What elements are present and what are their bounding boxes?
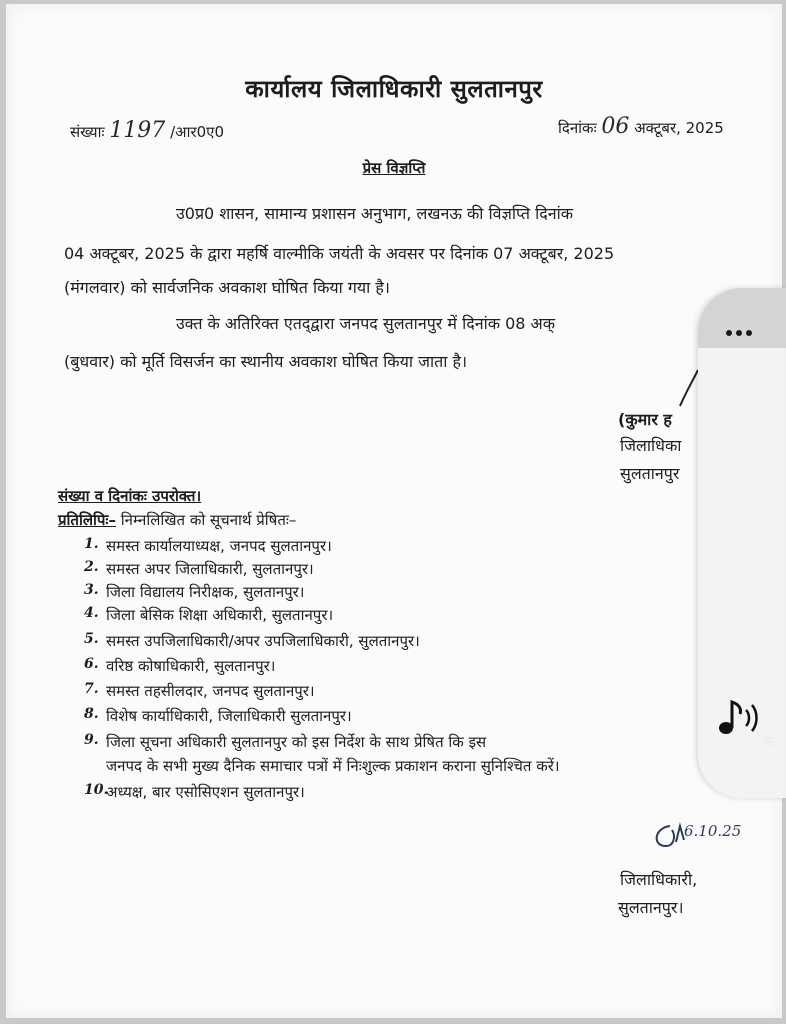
press-note-heading-text: प्रेस विज्ञप्ति <box>362 159 426 177</box>
date-rest: अक्टूबर, 2025 <box>634 119 724 137</box>
footer-place: सुलतानपुर। <box>618 898 684 917</box>
press-release-document <box>6 4 782 1018</box>
sound-wave-icon[interactable] <box>716 696 768 740</box>
press-note-heading <box>6 158 782 178</box>
list-number: 9. <box>84 732 99 748</box>
list-number: 8. <box>84 706 99 722</box>
list-number: 7. <box>84 681 99 697</box>
copy-text: निम्नलिखित को सूचनार्थ प्रेषितः– <box>115 511 297 529</box>
document-date <box>558 114 724 139</box>
list-text: समस्त अपर जिलाधिकारी, सुलतानपुर। <box>106 560 314 578</box>
copy-label: प्रतिलिपिः– <box>58 511 116 529</box>
paragraph-2-line-2: (बुधवार) को मूर्ति विसर्जन का स्थानीय अवकाश घोषित किया जाता है। <box>64 352 468 371</box>
date-prefix: दिनांकः <box>558 119 597 137</box>
list-text: विशेष कार्याधिकारी, जिलाधिकारी सुलतानपुर। <box>106 707 352 725</box>
list-number: 6. <box>84 656 99 672</box>
paragraph-2-line-1: उक्त के अतिरिक्त एतद्‌द्वारा जनपद सुलतानपुर में दिनांक 08 अक् <box>176 314 556 333</box>
signer-title: जिलाधिका <box>620 436 682 455</box>
list-text: समस्त तहसीलदार, जनपद सुलतानपुर। <box>106 682 315 700</box>
list-number: 2. <box>84 559 99 575</box>
list-text: समस्त उपजिलाधिकारी/अपर उपजिलाधिकारी, सुलतानपुर। <box>106 632 420 650</box>
reference-prefix: संख्याः <box>70 123 105 141</box>
list-number: 10. <box>84 782 109 798</box>
reference-number-handwritten: 1197 <box>109 118 166 143</box>
list-text: समस्त कार्यालयाध्यक्ष, जनपद सुलतानपुर। <box>106 537 332 555</box>
list-text: जनपद के सभी मुख्य दैनिक समाचार पत्रों में निःशुल्क प्रकाशन कराना सुनिश्चित करें। <box>106 757 560 775</box>
reference-and-date-line: संख्या व दिनांकः उपरोक्त। <box>58 487 202 505</box>
paragraph-1-line-1: उ0प्र0 शासन, सामान्य प्रशासन अनुभाग, लखनऊ की विज्ञप्ति दिनांक <box>176 204 574 223</box>
list-number: 1. <box>84 536 99 552</box>
paragraph-1-line-3: (मंगलवार) को सार्वजनिक अवकाश घोषित किया गया है। <box>64 278 390 297</box>
paragraph-1-line-2: 04 अक्टूबर, 2025 के द्वारा महर्षि वाल्मीकि जयंती के अवसर पर दिनांक 07 अक्टूबर, 2025 <box>64 244 615 263</box>
signer-name: (कुमार ह <box>618 410 672 429</box>
signer-place: सुलतानपुर <box>620 464 680 483</box>
list-text: अध्यक्ष, बार एसोसिएशन सुलतानपुर। <box>106 783 305 801</box>
list-text: वरिष्ठ कोषाधिकारी, सुलतानपुर। <box>106 657 276 675</box>
date-day-handwritten: 06 <box>601 114 630 139</box>
footer-title: जिलाधिकारी, <box>620 870 698 889</box>
reference-number <box>70 118 224 143</box>
list-text: जिला बेसिक शिक्षा अधिकारी, सुलतानपुर। <box>106 606 334 624</box>
more-horizontal-icon[interactable] <box>726 330 752 336</box>
list-number: 4. <box>84 605 99 621</box>
list-number: 3. <box>84 582 99 598</box>
copy-to-line <box>58 510 296 530</box>
list-number: 5. <box>84 631 99 647</box>
list-text: जिला सूचना अधिकारी सुलतानपुर को इस निर्देश के साथ प्रेषित कि इस <box>106 733 487 751</box>
office-title: कार्यालय जिलाधिकारी सुलतानपुर <box>245 75 543 103</box>
signature-date: 6.10.25 <box>684 822 742 840</box>
reference-suffix: /आर0ए0 <box>170 123 224 141</box>
list-text: जिला विद्यालय निरीक्षक, सुलतानपुर। <box>106 583 305 601</box>
